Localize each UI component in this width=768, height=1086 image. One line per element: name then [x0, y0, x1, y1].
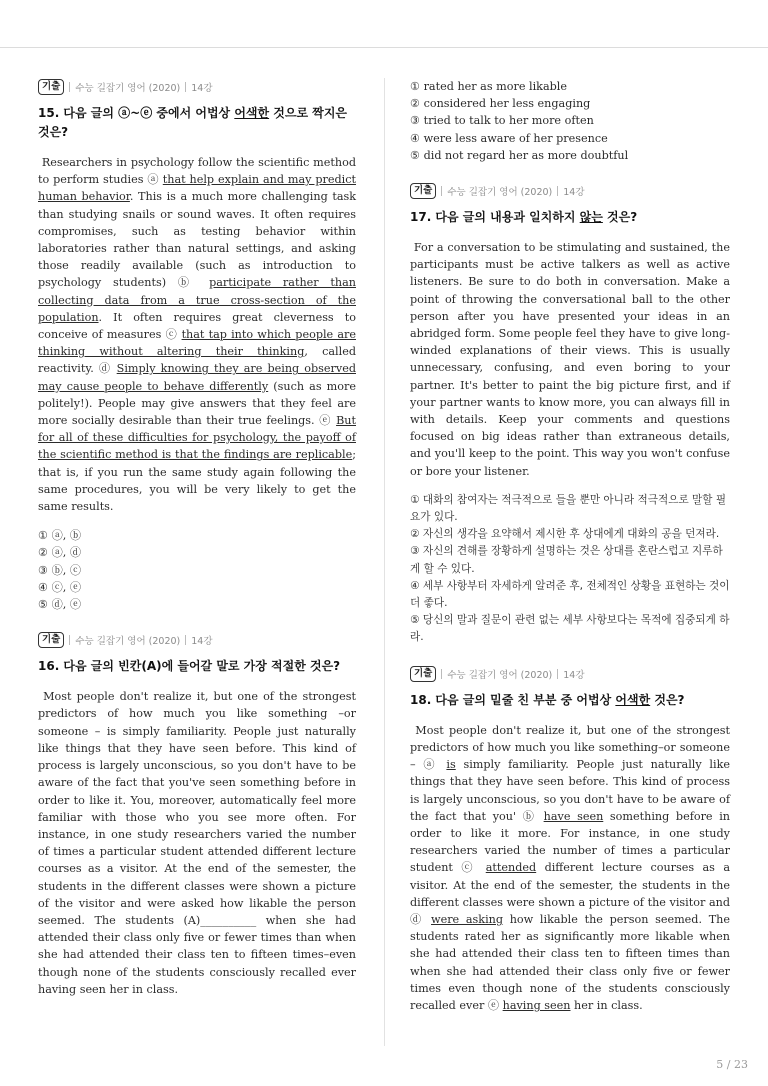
- right-column: [410, 78, 730, 1026]
- source-lesson: 14강: [191, 636, 213, 648]
- q18-underline-a: is: [446, 758, 456, 772]
- q16-choice-4[interactable]: ④ were less aware of her presence: [410, 131, 608, 145]
- source-name: 수능 길잡기 영어 (2020): [75, 83, 181, 94]
- q15-underline-c: that tap into which people are thinking without altering their thinking: [38, 328, 356, 359]
- q15-text: ; that is, if you run the same study again following the same procedures, you will be very likely to get the same results.: [38, 448, 356, 514]
- q17-choice-5[interactable]: ⑤ 당신의 말과 질문이 관련 없는 세부 사항보다는 목적에 집중되게 하라.: [410, 614, 730, 644]
- q17-choice-2[interactable]: ② 자신의 생각을 요약해서 제시한 후 상대에게 대화의 공을 던져라.: [410, 528, 720, 541]
- q17-title-part: 17. 다음 글의 내용과 일치하지: [410, 210, 580, 225]
- q15-underline-b: participate rather than collecting data from a true cross-section of the population: [38, 276, 356, 324]
- q17-choice-3[interactable]: ③ 자신의 견해를 장황하게 설명하는 것은 상대를 혼란스럽고 지루하게 할 수 있다.: [410, 545, 723, 575]
- q18-title-part: 것은?: [650, 692, 685, 707]
- q15-choice-5[interactable]: ⑤ ⓓ, ⓔ: [38, 598, 82, 612]
- left-column: [38, 78, 356, 1010]
- q17-title-underlined: 않는: [579, 210, 603, 225]
- q15-underline-e: But for all of these difficulties for psychology, the payoff of the scientific method is that the findings are replicable: [38, 414, 356, 462]
- page-number: 5 / 23: [716, 1058, 748, 1071]
- separator: [185, 82, 186, 92]
- q17-choice-4[interactable]: ④ 세부 사항부터 자세하게 알려준 후, 전체적인 상황을 표현하는 것이 더 좋다.: [410, 579, 730, 610]
- q15-choice-1[interactable]: ① ⓐ, ⓑ: [38, 529, 82, 543]
- q18-title-part: 18. 다음 글의 밑줄 친 부분 중 어법상: [410, 692, 616, 707]
- separator: [557, 669, 558, 679]
- q18-source-tag: [410, 665, 730, 683]
- source-lesson: 14강: [563, 669, 585, 681]
- source-name: 수능 길잡기 영어 (2020): [447, 669, 553, 681]
- q18-title-underlined: 어색한: [615, 692, 651, 707]
- q18-text: Most people don't realize it, but one of the strongest predictors of how much you like something–or someone – ⓐ: [410, 723, 730, 772]
- separator: [69, 635, 70, 645]
- separator: [185, 635, 186, 645]
- q17-passage: [410, 239, 730, 480]
- q16-title: 16. 다음 글의 빈칸(A)에 들어갈 말로 가장 적절한 것은?: [38, 659, 341, 674]
- q17-title-part: 것은?: [602, 210, 638, 225]
- q18-passage: [410, 722, 730, 1014]
- q15-text: , called reactivity. ⓓ: [38, 345, 356, 376]
- q17-text: For a conversation to be stimulating and sustained, the participants must be active talkers as well as active listeners. Be sure to do both in conversation. Make a point of throwing the conversational ball to the other person after you have presented your ideas in an abridged form. Some people feel they have to give long-winded explanations of their views. This is usually unnecessary, confusing, and even boring to your partner. It's better to paint the big picture first, and if your partner wants to know more, you can always fill in with details. Keep your comments and questions focused on big ideas rather than extraneous details, and you'll keep to the point. This way you won't confuse or bore your listener.: [410, 241, 730, 478]
- q15-passage: [38, 154, 356, 515]
- q17-choice-1[interactable]: ① 대화의 참여자는 적극적으로 들을 뿐만 아니라 적극적으로 말할 필요가 있다.: [410, 493, 727, 524]
- q15-text: (such as more politely!). People may give answers that they feel are more socially desirable than their true feelings. ⓔ: [38, 379, 356, 428]
- q17-choices: [410, 492, 730, 647]
- q15-underline-d: Simply knowing they are being observed may cause people to behave differently: [38, 362, 356, 393]
- q16-source-tag: [38, 631, 356, 649]
- q17-title: [410, 208, 730, 227]
- q15-underline-a: that help explain and may predict human behavior: [38, 173, 357, 204]
- q15-source-tag: [38, 78, 356, 96]
- separator: [69, 82, 70, 92]
- q18-underline-b: have seen: [543, 809, 604, 823]
- separator: [441, 669, 442, 679]
- q18-title: [410, 691, 730, 710]
- q18-text: simply familiarity. People just naturally like things that they have seen before. This kind of process is largely unconscious, so you don't have to be aware of the fact that you' ⓑ: [410, 758, 730, 823]
- q16-choice-1[interactable]: ① rated her as more likable: [410, 80, 567, 93]
- source-badge: 기출: [410, 183, 436, 199]
- q18-text: different lecture courses as a visitor. At the end of the semester, the students in the different classes were shown a picture of the visitor and ⓓ: [410, 861, 730, 926]
- source-lesson: 14강: [191, 83, 213, 94]
- q16-choices: [410, 78, 730, 164]
- q16-passage: [38, 688, 356, 998]
- q18-text: how likable the person seemed. The students rated her as significantly more likable when she had attended their class ten to fifteen times than when she had attended their class only five or fewer times even though none of the students consciously recalled ever ⓔ: [410, 912, 730, 1012]
- q16-choice-3[interactable]: ③ tried to talk to her more often: [410, 114, 594, 128]
- q16-text: Most people don't realize it, but one of the strongest predictors of how much you like something –or someone – is simply familiarity. People just naturally like things that they have seen before. This kind of process is largely unconscious, so you don't have to be aware of the fact that you've seen something before in order to like it. You, moreover, automatically feel more familiar with those who you see more often. For instance, in one study researchers varied the number of times a particular student attended different lecture courses as a visitor. At the end of the semester, the students in the different classes were shown a picture of the visitor and were asked how likable the person seemed. The students (A)__________ when she had attended their class only five or fewer times than when she had attended their class ten to fifteen times–even though none of the students consciously recalled ever having seen her in class.: [38, 690, 356, 996]
- column-divider: [384, 78, 385, 1046]
- q15-choice-4[interactable]: ④ ⓒ, ⓔ: [38, 580, 82, 594]
- source-badge: 기출: [38, 79, 64, 95]
- q15-choice-2[interactable]: ② ⓐ, ⓓ: [38, 546, 82, 560]
- q16-choice-5[interactable]: ⑤ did not regard her as more doubtful: [410, 148, 629, 162]
- q15-text: . It often requires great cleverness to conceive of measures ⓒ: [38, 310, 356, 342]
- q18-underline-e: having seen: [502, 998, 571, 1012]
- q18-text: something before in order to like it more. For instance, in one study researchers varied the number of times a particular student ⓒ: [410, 809, 730, 875]
- source-badge: 기출: [410, 666, 436, 682]
- q15-title: [38, 104, 356, 142]
- source-name: 수능 길잡기 영어 (2020): [75, 636, 181, 648]
- q18-underline-c: attended: [485, 861, 537, 875]
- q15-text: . This is a much more challenging task than studying snails or sound waves. It often requires compromises, such as testing behavior within laboratories rather than natural settings, and asking those readily available (such as introduction to psychology students) ⓑ: [38, 190, 357, 290]
- q15-choice-3[interactable]: ③ ⓑ, ⓒ: [38, 563, 82, 577]
- q15-title-part: 15. 다음 글의 ⓐ~ⓔ 중에서 어법상: [38, 106, 235, 120]
- q18-underline-d: were asking: [431, 912, 504, 926]
- q15-title-underlined: 어색한: [234, 106, 270, 120]
- q17-source-tag: [410, 182, 730, 200]
- source-badge: 기출: [38, 632, 64, 648]
- source-name: 수능 길잡기 영어 (2020): [447, 187, 553, 199]
- q18-text: her in class.: [570, 998, 643, 1012]
- source-lesson: 14강: [563, 187, 585, 199]
- q15-text: Researchers in psychology follow the scientific method to perform studies ⓐ: [38, 156, 356, 187]
- q16-choice-2[interactable]: ② considered her less engaging: [410, 97, 591, 111]
- q15-title-part: 것으로 짝지은 것은?: [38, 106, 348, 139]
- separator: [441, 186, 442, 196]
- q15-choices: [38, 527, 356, 613]
- header-rule: [0, 47, 768, 48]
- separator: [557, 186, 558, 196]
